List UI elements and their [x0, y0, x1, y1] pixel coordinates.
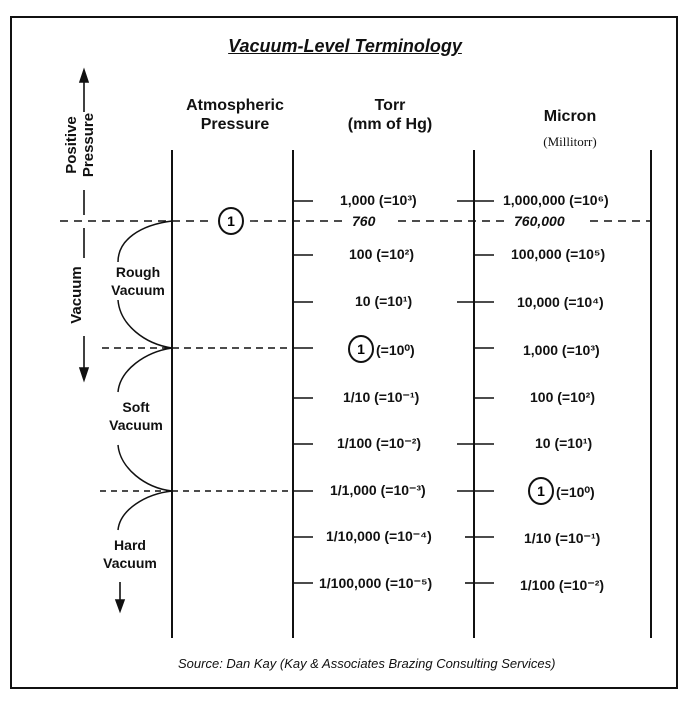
atmospheric-circle-marker	[219, 208, 243, 234]
micron-value: 100 (=10²)	[530, 389, 595, 405]
torr-value: 100 (=10²)	[349, 246, 414, 262]
soft-vacuum-label: Soft Vacuum	[109, 399, 163, 433]
torr-ticks	[293, 201, 474, 583]
atmospheric-heading-text: Atmospheric Pressure	[186, 97, 284, 133]
hard-vacuum-label: Hard Vacuum	[103, 537, 157, 571]
torr-value: 1/10 (=10⁻¹)	[343, 389, 420, 405]
down-arrow-head	[80, 368, 88, 380]
torr-value: 1/100 (=10⁻²)	[337, 435, 422, 451]
region-brackets	[118, 221, 172, 530]
micron-value: 1,000 (=10³)	[523, 342, 600, 358]
torr-value: 1/10,000 (=10⁻⁴)	[326, 528, 432, 544]
diagram-title: Vacuum-Level Terminology	[228, 36, 462, 56]
positive-pressure-label: Positive Pressure	[63, 112, 97, 178]
micron-heading-text: Micron	[543, 108, 597, 125]
micron-value: 760,000	[514, 213, 565, 229]
micron-value: (=10⁰)	[556, 484, 595, 500]
vacuum-label: Vacuum	[68, 266, 85, 324]
torr-value: 760	[352, 213, 376, 229]
micron-value: 10 (=10¹)	[535, 435, 593, 451]
svg-text:1: 1	[357, 341, 365, 357]
source-note: Source: Dan Kay (Kay & Associates Brazing Consulting Services)	[178, 656, 556, 671]
micron-value: 100,000 (=10⁵)	[511, 246, 606, 262]
torr-circle-marker	[349, 336, 373, 362]
micron-subheading: (Millitorr)	[543, 134, 597, 149]
svg-text:1: 1	[537, 483, 545, 499]
torr-value: 1,000 (=10³)	[340, 192, 417, 208]
micron-value: 1/10 (=10⁻¹)	[524, 530, 601, 546]
micron-value: 10,000 (=10⁴)	[517, 294, 604, 310]
micron-value: 1,000,000 (=10⁶)	[503, 192, 609, 208]
rough-vacuum-label: Rough Vacuum	[111, 264, 165, 298]
micron-circle-marker	[529, 478, 553, 504]
torr-value: 1/1,000 (=10⁻³)	[330, 482, 426, 498]
hard-arrow-head	[116, 600, 124, 611]
up-arrow-head	[80, 70, 88, 82]
torr-heading-text: Torr (mm of Hg)	[347, 97, 433, 133]
torr-value: 1/100,000 (=10⁻⁵)	[319, 575, 433, 591]
micron-ticks	[474, 201, 494, 583]
micron-value: 1/100 (=10⁻²)	[520, 577, 605, 593]
torr-value: 10 (=10¹)	[355, 293, 413, 309]
svg-text:1: 1	[227, 213, 235, 229]
torr-value: (=10⁰)	[376, 342, 415, 358]
